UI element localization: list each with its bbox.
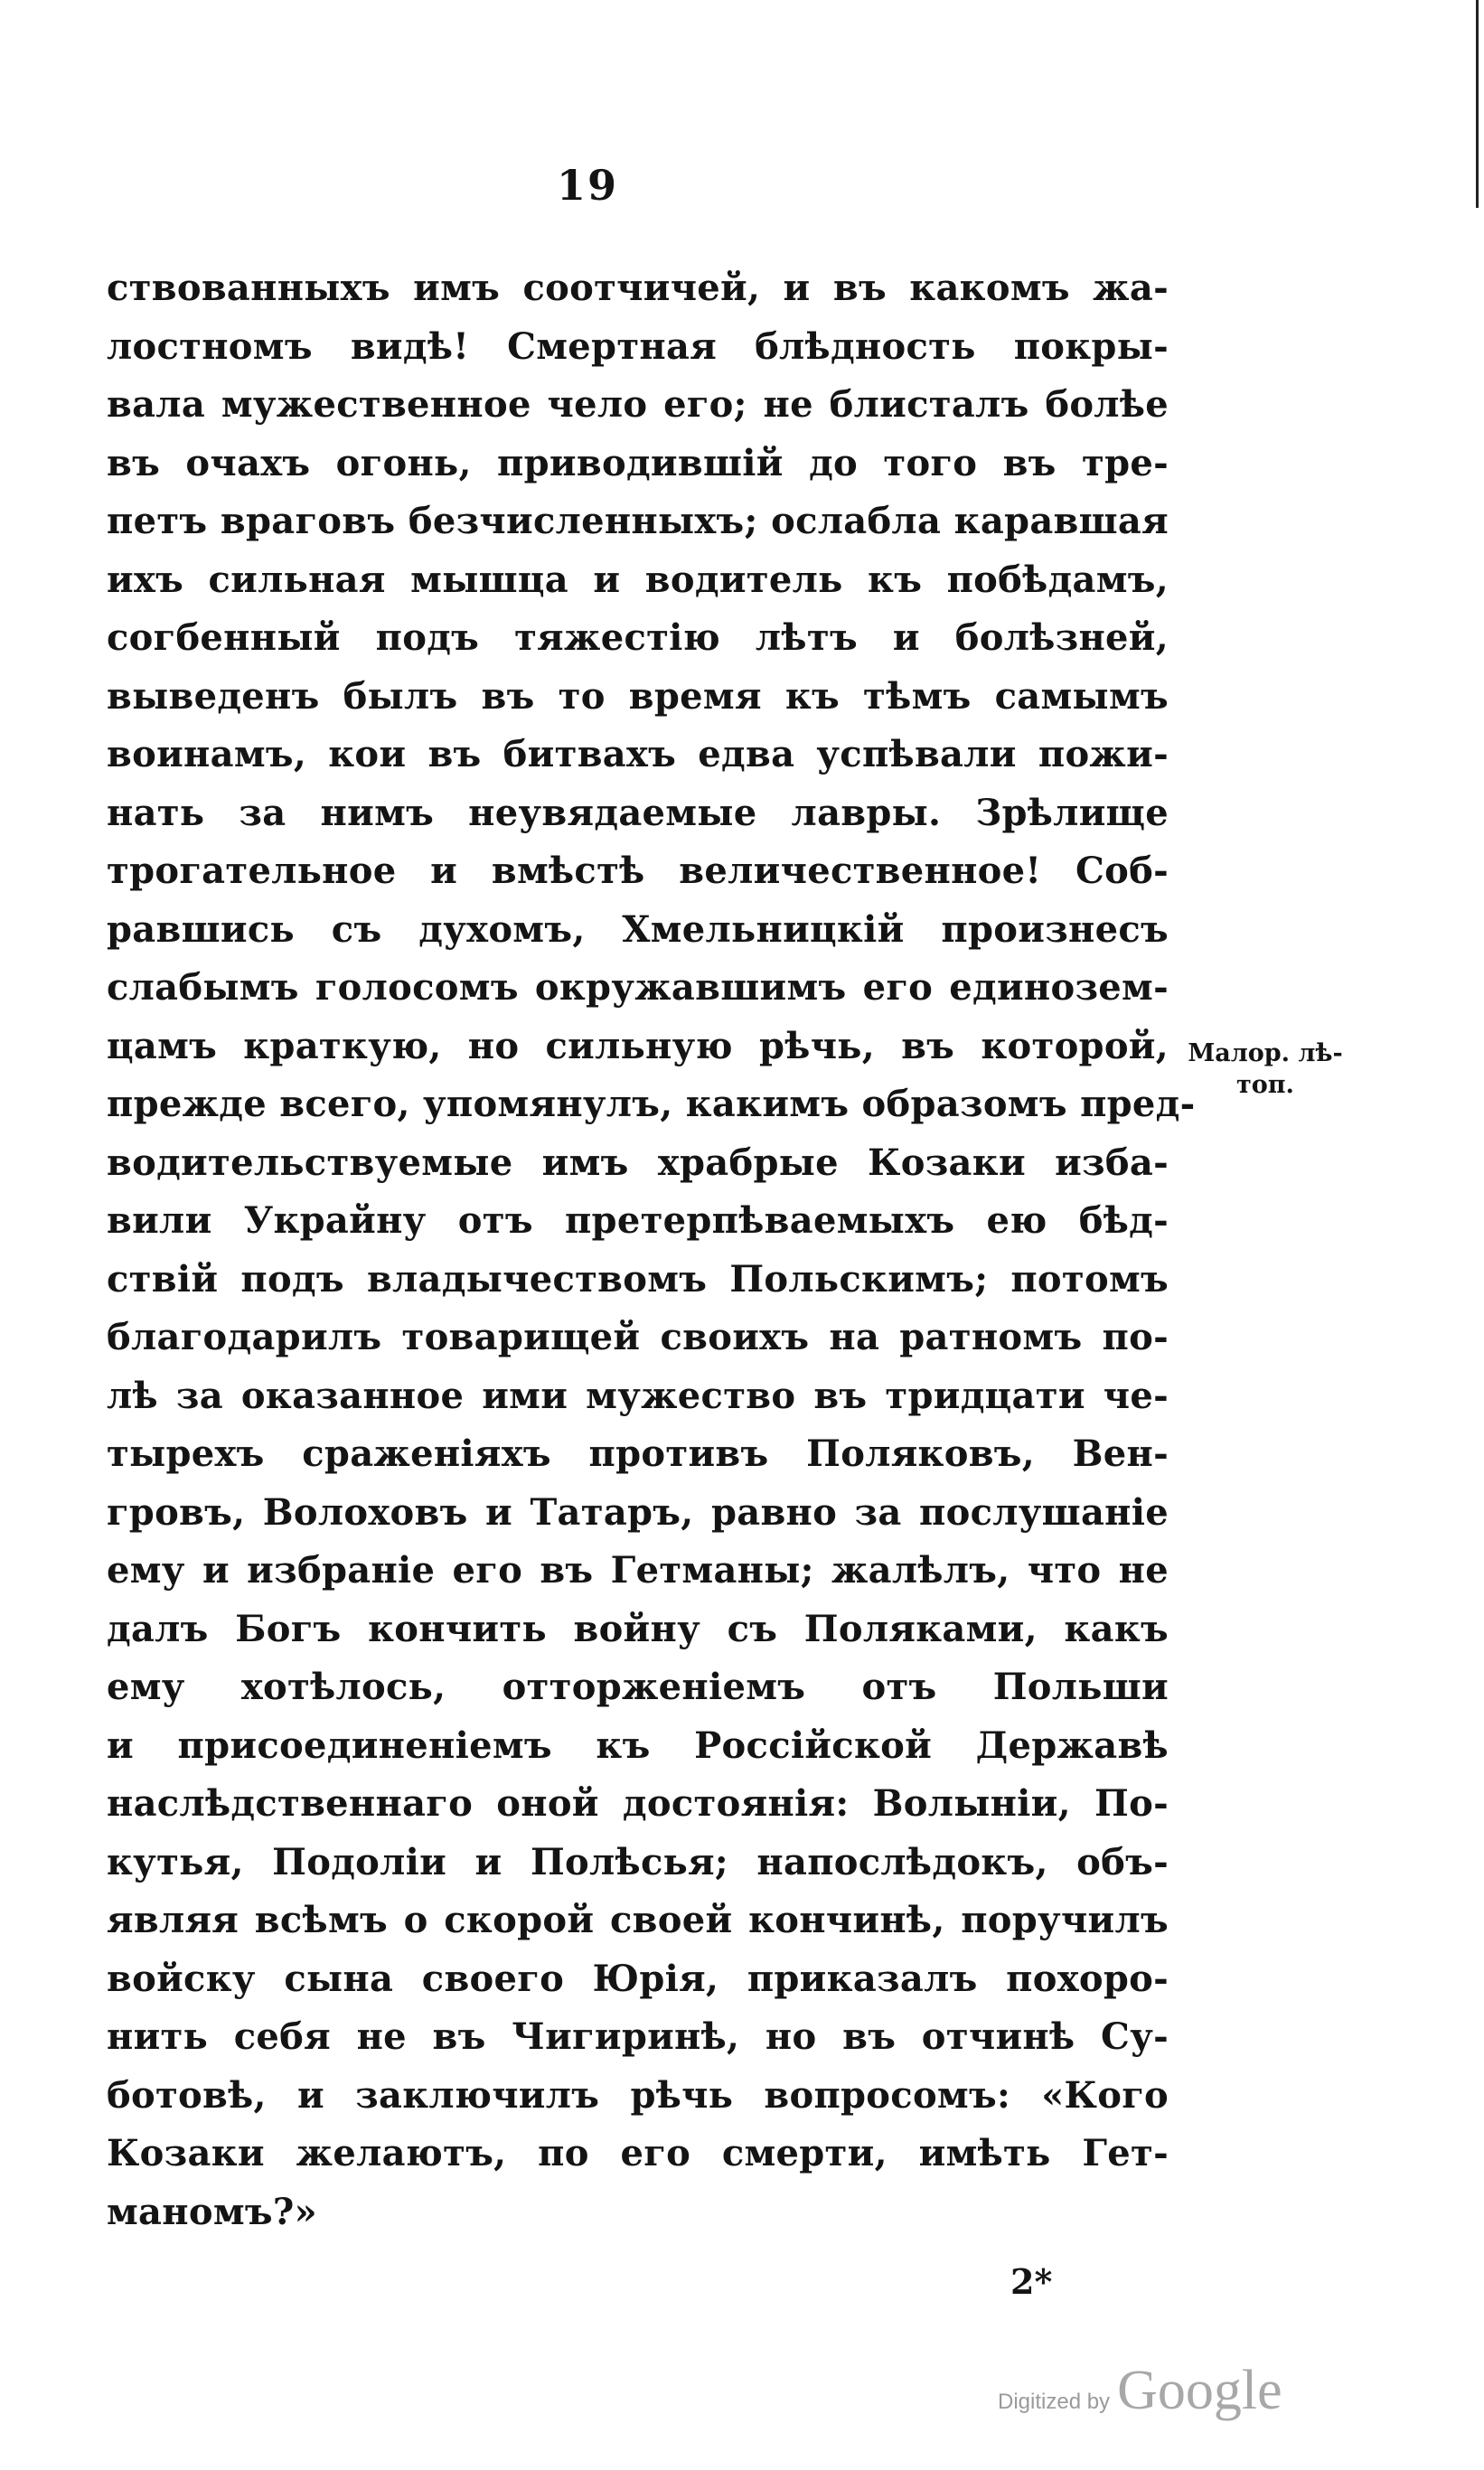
text-line: и присоединеніемъ къ Россійской Державѣ [107, 1723, 1169, 1767]
text-line: слабымъ голосомъ окружавшимъ его единозем- [107, 966, 1169, 1009]
text-line: выведенъ былъ въ то время къ тѣмъ самымъ [107, 674, 1169, 718]
text-line: ботовѣ, и заключилъ рѣчь вопросомъ: «Кого [107, 2073, 1169, 2117]
digitized-watermark [998, 2359, 1282, 2423]
text-line: прежде всего, упомянулъ, какимъ образомъ пред- [107, 1083, 1196, 1125]
text-line: являя всѣмъ о скорой своей кончинѣ, поручилъ [107, 1899, 1169, 1941]
text-line: лостномъ видѣ! Смертная блѣдность покры- [107, 324, 1169, 368]
margin-note [1175, 1038, 1356, 1101]
google-logo: Google [1117, 2360, 1282, 2421]
text-line: ствованныхъ имъ соотчичей, и въ какомъ жа- [107, 267, 1169, 309]
page-edge-line [1476, 0, 1479, 208]
text-line: ствій подъ владычествомъ Польскимъ; потомъ [107, 1257, 1169, 1301]
text-line: нать за нимъ неувядаемые лавры. Зрѣлище [107, 791, 1169, 834]
text-line: лѣ за оказанное ими мужество въ тридцати че- [107, 1374, 1169, 1417]
margin-note-line: топ. [1236, 1071, 1294, 1099]
text-line: маномъ?» [107, 2190, 317, 2233]
margin-note-line: Малор. лѣ- [1188, 1039, 1343, 1067]
text-line: ихъ сильная мышца и водитель къ побѣдамъ, [107, 558, 1169, 601]
page-number: 19 [556, 161, 618, 210]
text-line: нить себя не въ Чигиринѣ, но въ отчинѣ Су- [107, 2015, 1169, 2058]
text-line: тырехъ сраженіяхъ противъ Поляковъ, Вен- [107, 1432, 1169, 1475]
text-line: кутья, Подоліи и Полѣсья; напослѣдокъ, объ- [107, 1840, 1169, 1883]
text-line: наслѣдственнаго оной достоянія: Волыніи, По- [107, 1782, 1169, 1825]
text-line: петъ враговъ безчисленныхъ; ослабла каравшая [107, 500, 1169, 542]
text-line: гровъ, Волоховъ и Татаръ, равно за послушаніе [107, 1490, 1169, 1534]
text-line: далъ Богъ кончить войну съ Поляками, какъ [107, 1607, 1169, 1650]
text-line: воинамъ, кои въ битвахъ едва успѣвали пожи- [107, 733, 1169, 775]
text-line: благодарилъ товарищей своихъ на ратномъ по- [107, 1316, 1169, 1358]
watermark-prefix: Digitized by [998, 2390, 1111, 2414]
body-text [107, 259, 1196, 2241]
text-line: ему хотѣлось, отторженіемъ отъ Польши [107, 1666, 1169, 1708]
text-line: водительствуемые имъ храбрые Козаки изба- [107, 1141, 1169, 1184]
text-line: Козаки желаютъ, по его смерти, имѣть Гет- [107, 2132, 1169, 2174]
text-line: вили Украйну отъ претерпѣваемыхъ ею бѣд- [107, 1199, 1169, 1242]
text-line: цамъ краткую, но сильную рѣчь, въ которой, [107, 1024, 1169, 1067]
text-line: равшись съ духомъ, Хмельницкій произнесъ [107, 907, 1169, 951]
text-line: согбенный подъ тяжестію лѣтъ и болѣзней, [107, 616, 1169, 659]
text-line: въ очахъ огонь, приводившій до того въ тре- [107, 441, 1169, 484]
text-line: трогательное и вмѣстѣ величественное! Соб- [107, 850, 1169, 892]
text-line: ему и избраніе его въ Гетманы; жалѣлъ, что не [107, 1549, 1169, 1592]
signature-mark: 2* [1010, 2261, 1053, 2302]
text-line: вала мужественное чело его; не блисталъ болѣе [107, 383, 1169, 426]
text-line: войску сына своего Юрія, приказалъ похоро- [107, 1957, 1169, 2000]
